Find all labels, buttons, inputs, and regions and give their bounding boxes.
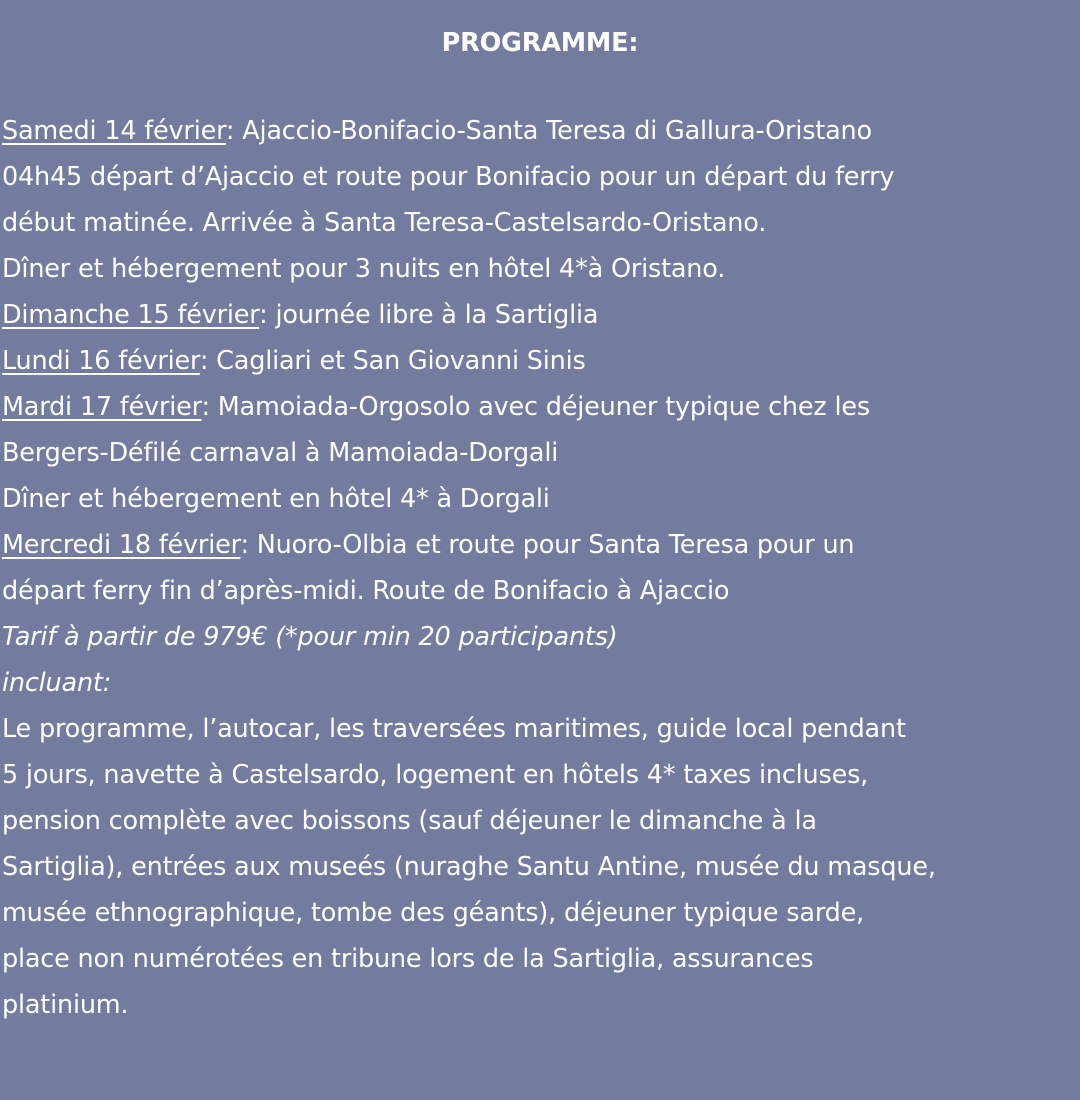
day-date: Mardi 17 février	[2, 392, 202, 422]
day-4-line-1	[2, 384, 1078, 430]
day-text: : journée libre à la Sartiglia	[259, 300, 599, 330]
day-date: Samedi 14 février	[2, 116, 226, 146]
day-1-line-1	[2, 108, 1078, 154]
day-date: Lundi 16 février	[2, 346, 200, 376]
inclusions-line-6: place non numérotées en tribune lors de la Sartiglia, assurances	[2, 944, 814, 974]
day-1-line-4: Dîner et hébergement pour 3 nuits en hôtel 4*à Oristano.	[2, 254, 726, 284]
day-date: Mercredi 18 février	[2, 530, 241, 560]
day-4-line-3: Dîner et hébergement en hôtel 4* à Dorgali	[2, 484, 550, 514]
tarif-line: Tarif à partir de 979€ (*pour min 20 participants)	[2, 622, 618, 652]
day-3-line-1	[2, 338, 1078, 384]
day-text: : Ajaccio-Bonifacio-Santa Teresa di Gallura-Oristano	[225, 116, 872, 146]
inclusions-line-5: musée ethnographique, tombe des géants), déjeuner typique sarde,	[2, 898, 865, 928]
day-1-line-2: 04h45 départ d’Ajaccio et route pour Bonifacio pour un départ du ferry	[2, 162, 895, 192]
inclusions-line-1: Le programme, l’autocar, les traversées maritimes, guide local pendant	[2, 714, 906, 744]
day-text: : Cagliari et San Giovanni Sinis	[199, 346, 586, 376]
inclusions-line-3: pension complète avec boissons (sauf déjeuner le dimanche à la	[2, 806, 817, 836]
day-5-line-1	[2, 522, 1078, 568]
inclusions-line-2: 5 jours, navette à Castelsardo, logement en hôtels 4* taxes incluses,	[2, 760, 869, 790]
page-title: PROGRAMME:	[441, 28, 639, 58]
inclusions-line-4: Sartiglia), entrées aux museés (nuraghe Santu Antine, musée du masque,	[2, 852, 936, 882]
programme-page	[0, 20, 1080, 1100]
incluant-label: incluant:	[2, 668, 112, 698]
day-text: : Mamoiada-Orgosolo avec déjeuner typique chez les	[201, 392, 870, 422]
day-5-line-2: départ ferry fin d’après-midi. Route de Bonifacio à Ajaccio	[2, 576, 730, 606]
inclusions-line-7: platinium.	[2, 990, 129, 1020]
day-date: Dimanche 15 février	[2, 300, 260, 330]
day-1-line-3: début matinée. Arrivée à Santa Teresa-Castelsardo-Oristano.	[2, 208, 767, 238]
day-2-line-1	[2, 292, 1078, 338]
day-4-line-2: Bergers-Défilé carnaval à Mamoiada-Dorgali	[2, 438, 559, 468]
day-text: : Nuoro-Olbia et route pour Santa Teresa pour un	[240, 530, 855, 560]
programme-body	[2, 108, 1078, 1028]
